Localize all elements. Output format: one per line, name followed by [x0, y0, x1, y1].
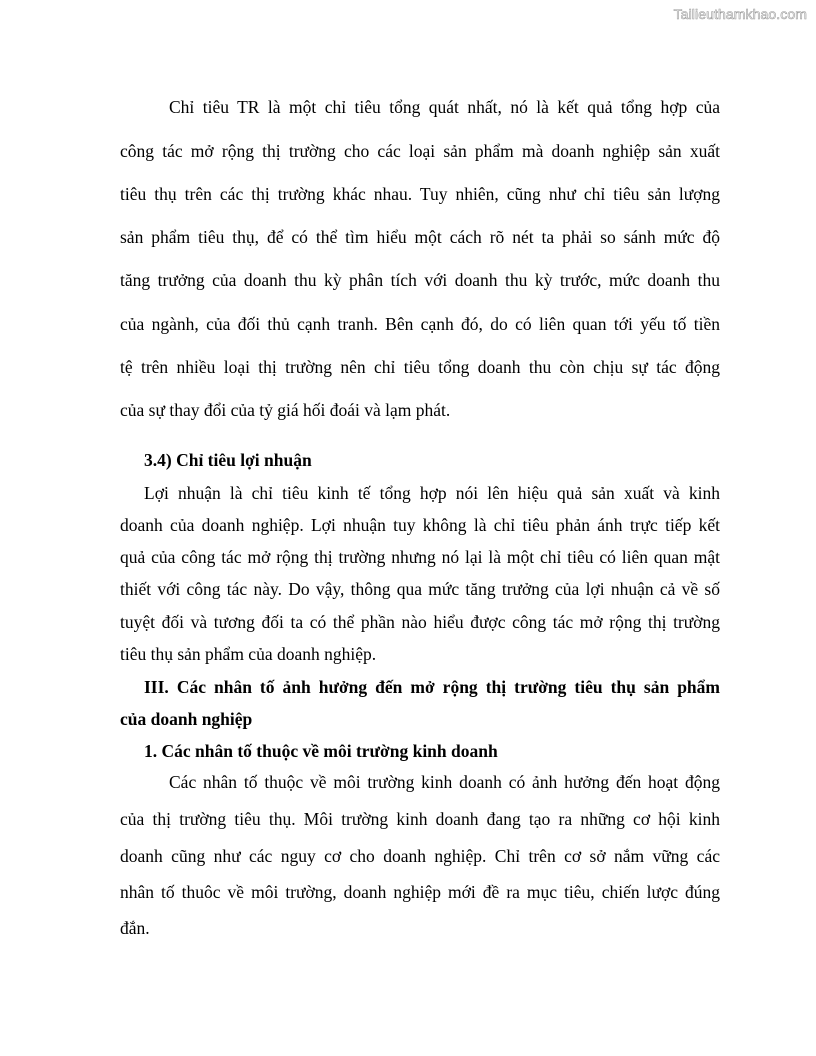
heading-III-line-1: III. Các nhân tố ảnh hưởng đến mở rộng thị trường tiêu thụ sản phẩm: [144, 677, 720, 697]
para2-line-3: quả của công tác mở rộng thị trường nhưng nó lại là một chỉ tiêu có liên quan mật: [120, 547, 720, 567]
para1-line-2: công tác mở rộng thị trường cho các loại sản phẩm mà doanh nghiệp sản xuất: [120, 141, 720, 161]
para1-line-3: tiêu thụ trên các thị trường khác nhau. Tuy nhiên, cũng như chỉ tiêu sản lượng: [120, 184, 720, 204]
para2-line-2: doanh của doanh nghiệp. Lợi nhuận tuy không là chỉ tiêu phản ánh trực tiếp kết: [120, 515, 720, 535]
heading-III-line-2: của doanh nghiệp: [120, 709, 253, 729]
para3-line-1: Các nhân tố thuộc về môi trường kinh doanh có ảnh hưởng đến hoạt động: [169, 772, 720, 792]
para1-line-6: của ngành, của đối thủ cạnh tranh. Bên cạnh đó, do có liên quan tới yếu tố tiền: [120, 314, 720, 334]
para1-line-4: sản phẩm tiêu thụ, để có thể tìm hiểu một cách rõ nét ta phải so sánh mức độ: [120, 227, 720, 247]
para1-line-7: tệ trên nhiều loại thị trường nên chỉ tiêu tổng doanh thu còn chịu sự tác động: [120, 357, 720, 377]
para1-line-5: tăng trưởng của doanh thu kỳ phân tích với doanh thu kỳ trước, mức doanh thu: [120, 270, 720, 290]
para3-line-5: đắn.: [120, 918, 150, 938]
para2-line-6: tiêu thụ sản phẩm của doanh nghiệp.: [120, 644, 377, 664]
para1-line-1: Chỉ tiêu TR là một chỉ tiêu tổng quát nhất, nó là kết quả tổng hợp của: [169, 97, 720, 117]
heading-1: 1. Các nhân tố thuộc về môi trường kinh doanh: [144, 741, 498, 761]
para3-line-4: nhân tố thuôc về môi trường, doanh nghiệp mới đề ra mục tiêu, chiến lược đúng: [120, 882, 720, 902]
para1-line-8: của sự thay đổi của tỷ giá hối đoái và lạm phát.: [120, 400, 451, 420]
para2-line-1: Lợi nhuận là chỉ tiêu kinh tế tổng hợp nói lên hiệu quả sản xuất và kinh: [144, 483, 720, 503]
watermark-text: Tailieuthamkhao.com: [673, 6, 807, 22]
heading-3-4: 3.4) Chỉ tiêu lợi nhuận: [144, 450, 312, 470]
para3-line-2: của thị trường tiêu thụ. Môi trường kinh doanh đang tạo ra những cơ hội kinh: [120, 809, 720, 829]
para3-line-3: doanh cũng như các nguy cơ cho doanh nghiệp. Chỉ trên cơ sở nắm vững các: [120, 846, 720, 866]
para2-line-4: thiết với công tác này. Do vậy, thông qua mức tăng trưởng của lợi nhuận cả về số: [120, 579, 720, 599]
para2-line-5: tuyệt đối và tương đối ta có thể phần nào hiểu được công tác mở rộng thị trường: [120, 612, 720, 632]
